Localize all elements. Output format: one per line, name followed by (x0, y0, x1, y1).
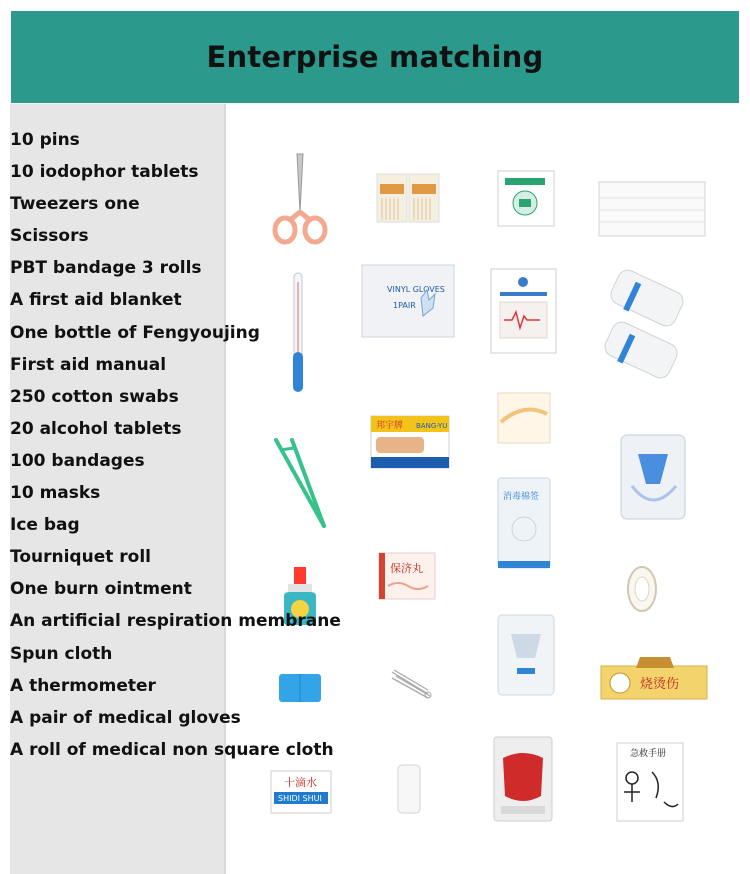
burn-ointment-label: 烧烫伤 (640, 677, 680, 692)
list-item: One bottle of Fengyoujing (10, 322, 260, 343)
list-item: A roll of medical non square cloth (10, 739, 334, 760)
ice-bag-image (620, 434, 686, 520)
list-item: Tweezers one (10, 194, 140, 215)
page-title: Enterprise matching (206, 40, 544, 74)
list-item: First aid manual (10, 354, 167, 375)
gloves-qty-label: 1PAIR (393, 301, 416, 310)
list-item: 10 iodophor tablets (10, 162, 199, 183)
list-item: One burn ointment (10, 579, 192, 600)
list-item: 250 cotton swabs (10, 386, 179, 407)
shidi-cn-label: 十滴水 (284, 776, 317, 789)
gloves-brand-label: VINYL GLOVES (387, 285, 445, 294)
gauze-pack-image (497, 477, 551, 569)
manual-title-label: 急救手册 (630, 749, 667, 759)
gauze-pack-label: 消毒棉签 (503, 492, 540, 502)
respiration-membrane-image (497, 614, 555, 696)
bandage-brand-en-label: BANG-YU (416, 422, 448, 430)
list-item: 100 bandages (10, 450, 145, 471)
iodophor-pad-image (490, 268, 557, 354)
list-item: A pair of medical gloves (10, 707, 241, 728)
list-item: 10 pins (10, 130, 80, 150)
list-item: A first aid blanket (10, 290, 182, 311)
safety-pins-image (388, 668, 432, 702)
pill-box-label: 保济丸 (390, 562, 423, 575)
list-item: Tourniquet roll (10, 547, 151, 568)
vinyl-gloves-image (361, 264, 455, 338)
burn-ointment-image (600, 656, 708, 700)
list-item: Scissors (10, 226, 89, 247)
cotton-swabs-image (376, 170, 440, 224)
alcohol-pad-image (497, 170, 555, 227)
spun-cloth-roll-image (397, 764, 421, 814)
baoji-pill-image (378, 552, 436, 600)
list-item: PBT bandage 3 rolls (10, 258, 202, 279)
list-item: 10 masks (10, 483, 101, 504)
list-item: 20 alcohol tablets (10, 418, 182, 439)
first-aid-manual-image (616, 742, 684, 822)
pbt-bandage-image (602, 278, 698, 376)
first-aid-blanket-image (493, 736, 553, 822)
bandage-brand-label: 邦宇牌 (376, 421, 404, 431)
adhesive-bandages-image (370, 415, 450, 469)
shidi-shui-image (270, 770, 332, 814)
shidi-en-label: SHIDI SHUI (278, 794, 322, 803)
list-item: An artificial respiration membrane (10, 611, 341, 632)
list-item: Ice bag (10, 515, 80, 536)
face-mask-image (598, 180, 706, 238)
list-item: Spun cloth (10, 643, 113, 664)
list-item: A thermometer (10, 675, 156, 696)
cotton-pad-image (497, 392, 551, 444)
page-header (11, 11, 739, 103)
item-list (10, 127, 341, 769)
bandage-roll-image (624, 564, 660, 614)
